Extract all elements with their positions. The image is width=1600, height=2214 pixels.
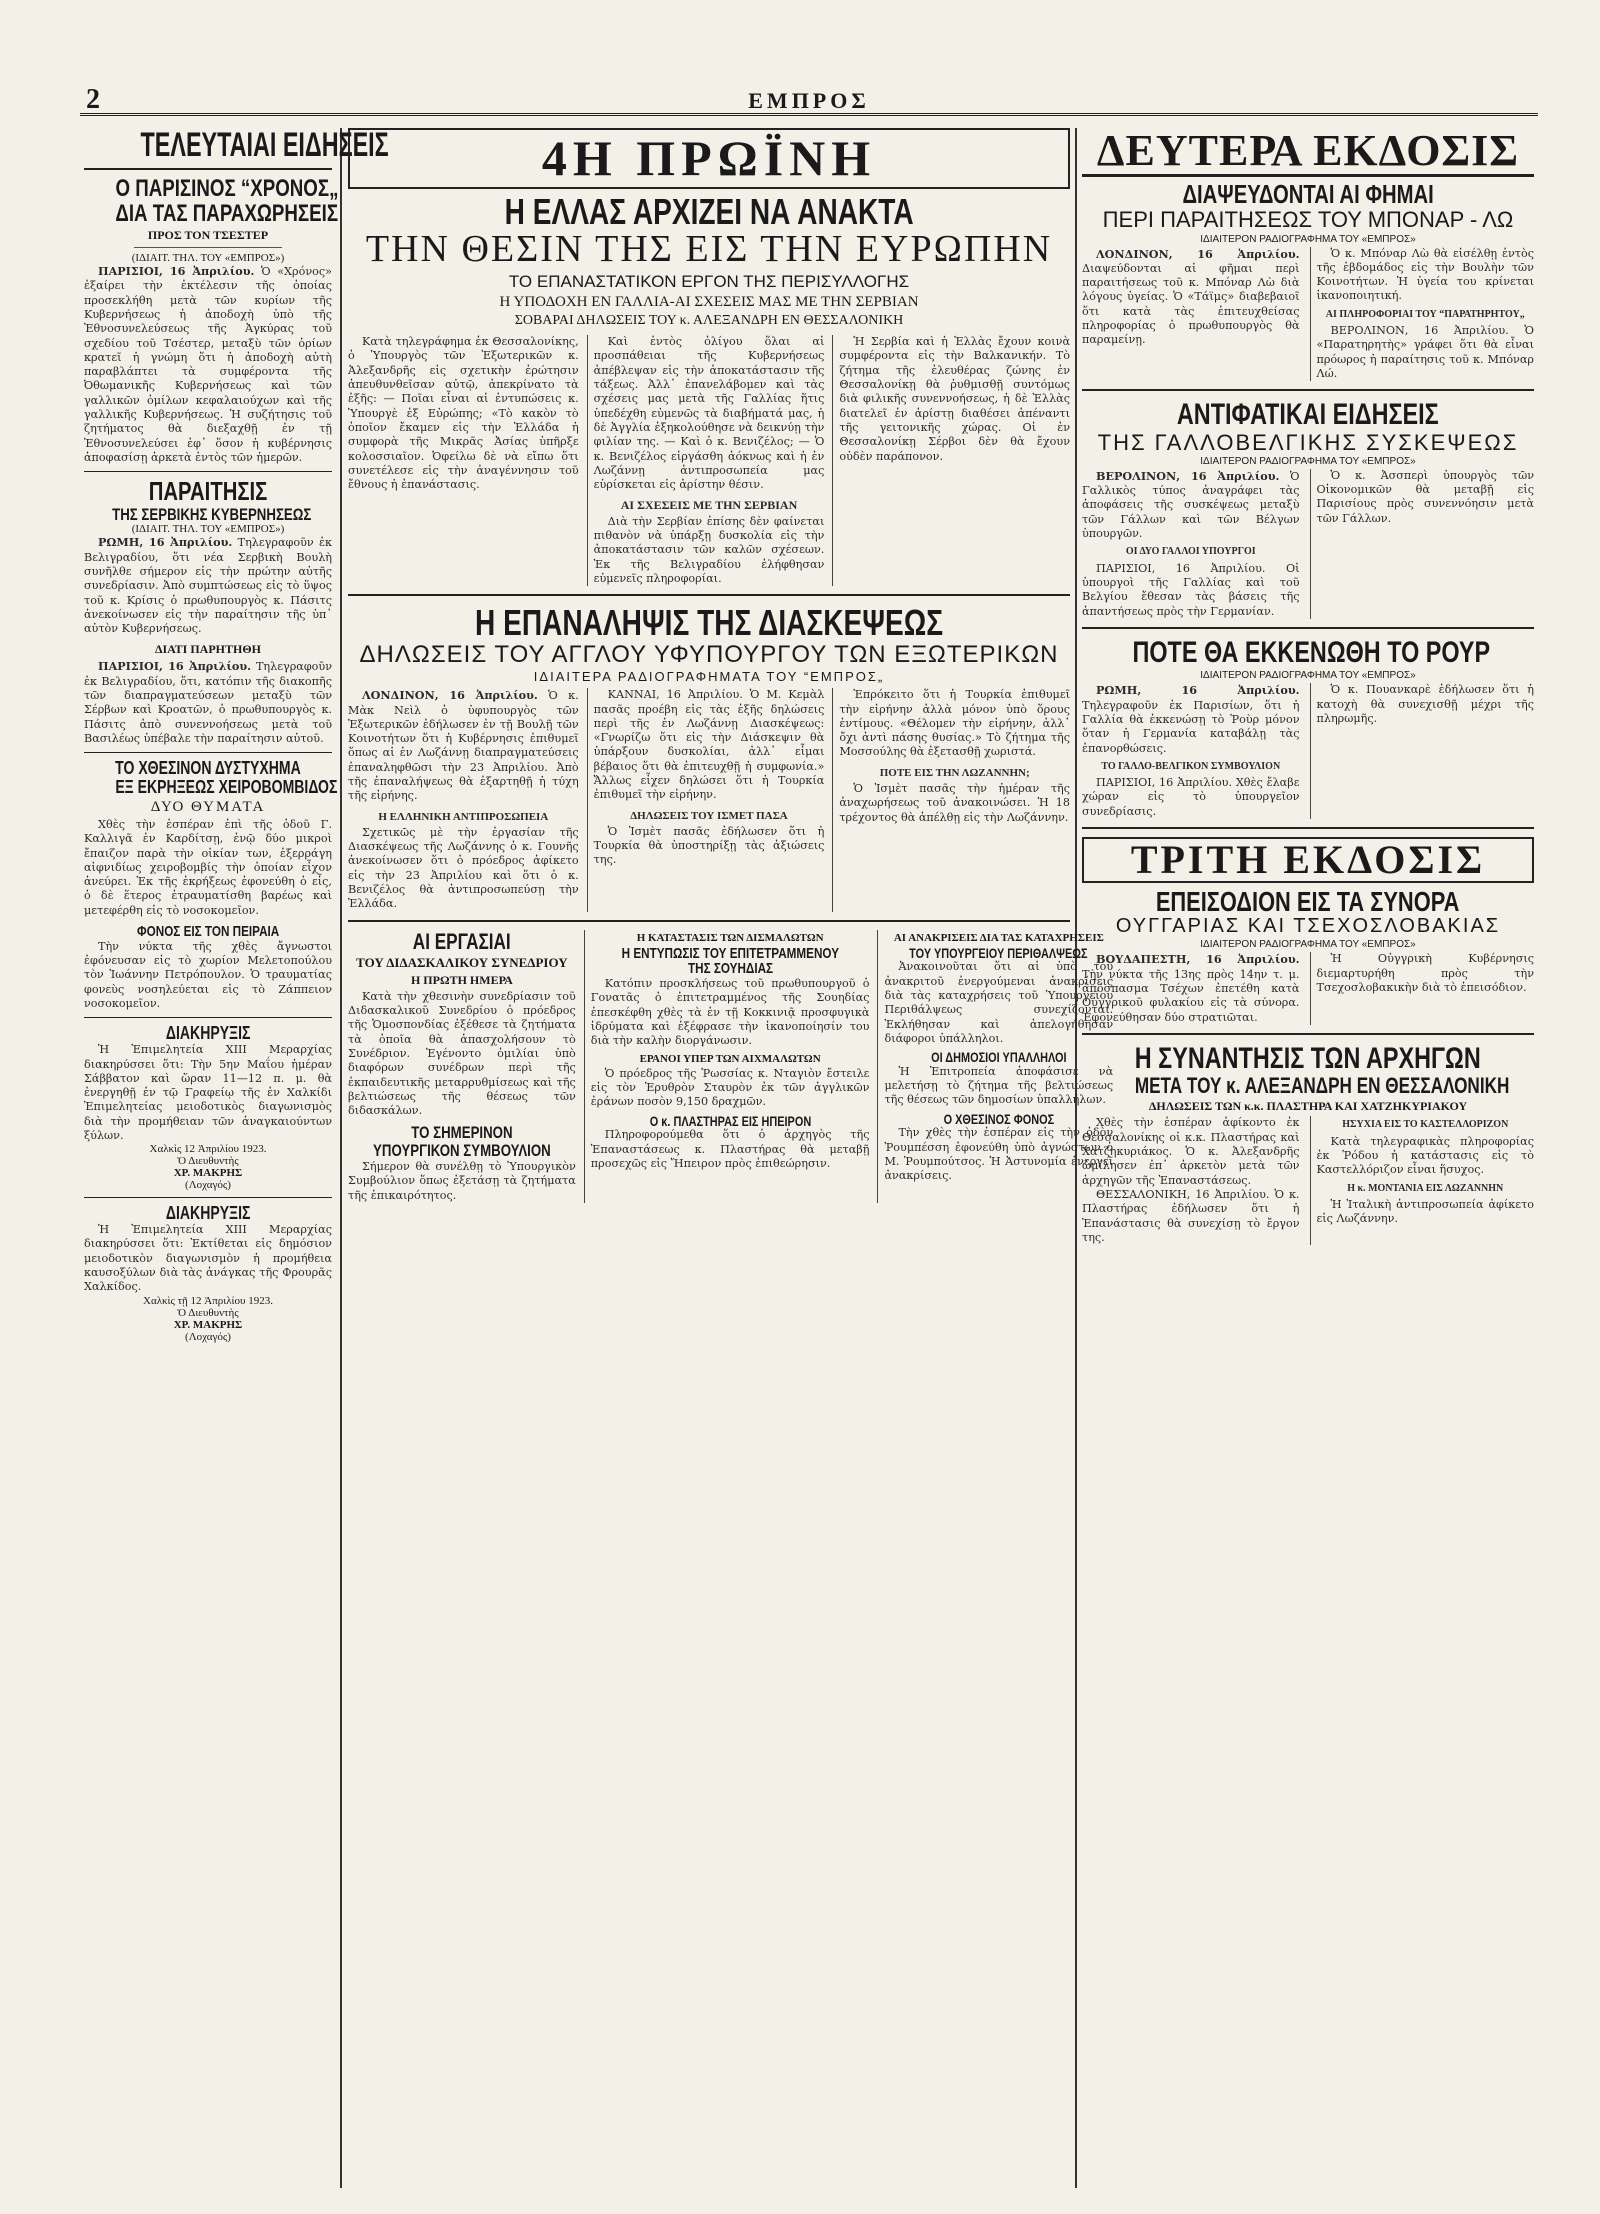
- headline: Ο ΠΑΡΙΣΙΝΟΣ “ΧΡΟΝΟΣ„: [115, 174, 339, 202]
- signature-title: Ὁ Διευθυντὴς: [177, 1306, 239, 1319]
- edition-title: 4Η ΠΡΩΪΝΗ: [348, 128, 1070, 189]
- credit: (ΙΔΙΑΙΤ. ΤΗΛ. ΤΟΥ «ΕΜΠΡΟΣ»): [131, 523, 285, 536]
- headline: Ο κ. ΠΛΑΣΤΗΡΑΣ ΕΙΣ ΗΠΕΙΡΟΝ: [649, 1112, 811, 1129]
- signature-rank: (Λοχαγός): [185, 1179, 231, 1192]
- article-body: Τὴν νύκτα τῆς χθὲς ἄγνωστοι ἐφόνευσαν εἰς τὸ χωρίον Μελετοπούλου τὸν Ἰωάννην Πετρόπουλον. Ὁ τραυματίας φονεὺς νοσηλεύεται εἰς τὸ Ζάππειον νοσοκομεῖον.: [84, 939, 332, 1011]
- signature-name: ΧΡ. ΜΑΚΡΗΣ: [173, 1167, 243, 1180]
- article-body: Ὁ κ. Μπόναρ Λὼ θὰ εἰσέλθῃ ἐντὸς τῆς ἑβδομάδος εἰς τὴν Βουλὴν τῶν Κοινοτήτων. Ἡ ὑγεία του κρίνεται ἱκανοποιητική. ΑΙ ΠΛΗΡΟΦΟΡΙΑΙ ΤΟΥ “ΠΑΡΑΤΗΡΗΤΟΥ„ ΒΕΡΟΛΙΝΟΝ, 16 Ἀπριλίου. Ὁ «Παρατηρητὴς» γράφει ὅτι θὰ εἶναι πρόωρος ἡ παραίτησις τοῦ κ. Μπόναρ Λώ.: [1310, 247, 1535, 382]
- article-body: Κατὰ τὴν χθεσινὴν συνεδρίασιν τοῦ Διδασκαλικοῦ Συνεδρίου ὁ πρόεδρος τῆς Ὁμοσπονδίας ἐξέθεσε τὰ ζητήματα τὰ ὁποῖα θὰ ἀπασχολήσουν τὸ Συνέδριον. Ἐγένοντο ὁμιλίαι ὑπὸ διαφόρων συνέδρων περὶ τῆς ἐκπαιδευτικῆς μεταρρυθμίσεως καὶ τῆς βελτιώσεως τῆς θέσεως τῶν διδασκάλων.: [348, 989, 576, 1118]
- headline: ΠΑΡΑΙΤΗΣΙΣ: [148, 476, 268, 507]
- headline: Η ΕΛΛΑΣ ΑΡΧΙΖΕΙ ΝΑ ΑΝΑΚΤΑ: [504, 190, 914, 232]
- article-prisoners: [584, 930, 870, 1203]
- headline: ΤΟΥ ΥΠΟΥΡΓΕΙΟΥ ΠΕΡΙΘΑΛΨΕΩΣ: [909, 944, 1089, 961]
- credit: (ΙΔΙΑΙΤ. ΤΗΛ. ΤΟΥ «ΕΜΠΡΟΣ»): [131, 252, 285, 265]
- headline: ΤΟ ΣΗΜΕΡΙΝΟΝ: [411, 1123, 513, 1143]
- article-body: Ἐπρόκειτο ὅτι ἡ Τουρκία ἐπιθυμεῖ τὴν εἰρήνην ἀλλὰ μόνον ὑπὸ ὅρους ἐντίμους. «Θέλομεν τὴν εἰρήνην, ἀλλ᾽ ὄχι ἀντὶ πάσης θυσίας.» Τὸ ζήτημα τῆς Μοσσούλης θὰ ἐξετασθῇ χωριστά. ΠΟΤΕ ΕΙΣ ΤΗΝ ΛΩΖΑΝΝΗΝ; Ὁ Ἰσμὲτ πασᾶς τὴν ἡμέραν τῆς ἀναχωρήσεως τοῦ ἀνακοινώσει. Ἡ 18 τρέχοντος θὰ ἀπέλθῃ εἰς τὴν Λωζάννην.: [832, 688, 1070, 911]
- article-body: ΠΑΡΙΣΙΟΙ, 16 Ἀπριλίου. Ὁ «Χρόνος» ἐξαίρει τὴν ἐκτέλεσιν τῆς ὁποίας προσεκλήθη μετὰ τῶν κυρίων τῆς Κυβερνήσεως ἡ ἀποδοχὴ ὑπὸ τῆς Ἐθνοσυνελεύσεως τῆς Ἀγκύρας τοῦ σχεδίου τοῦ Τσέστερ, μεταξὺ τῶν ὁρίων κρατεῖ ἡ γνώμη ὅτι ἡ ἀποδοχὴ αὐτὴ παραβλάπτει τὰ συμφέροντα τῆς Ὀθωμανικῆς Κυβερνήσεως καὶ τῶν γαλλικῶν ὁμίλων κεφαλαιούχων καὶ τῆς γαλλικῆς Κυβερνήσεως. Ἡ συζήτησις τοῦ ζητήματος θὰ διεξαχθῇ ἐν τῇ Ἐθνοσυνελεύσει ἐφ᾽ ὅσον ἡ κυβέρνησις ἀποφασίσῃ ἀρκετὰ ἐντὸς τῶν ἡμερῶν.: [84, 264, 332, 464]
- headline: ΤΗΣ ΓΑΛΛΟΒΕΛΓΙΚΗΣ ΣΥΣΚΕΨΕΩΣ: [1097, 429, 1519, 455]
- subhead: ΤΟΥ ΔΙΔΑΣΚΑΛΙΚΟΥ ΣΥΝΕΔΡΙΟΥ: [356, 954, 568, 970]
- subhead: ΔΙΑΤΙ ΠΑΡΗΤΗΘΗ: [154, 642, 262, 657]
- subhead: Η ΚΑΤΑΣΤΑΣΙΣ ΤΩΝ ΔΙΣΜΑΛΩΤΩΝ: [636, 931, 824, 944]
- article-body: ΛΟΝΔΙΝΟΝ, 16 Ἀπριλίου. Ὁ κ. Μὰκ Νεὶλ ὁ ὑφυπουργὸς τῶν Ἐξωτερικῶν ἐδήλωσεν ἐν τῇ Βουλῇ τῶν Κοινοτήτων ὅτι ἡ Κυβέρνησις ἐπιθυμεῖ ὅπως αἱ ἐν Λωζάννῃ διαπραγματεύσεις ἐπαναληφθῶσι τὴν 23 Ἀπριλίου. Ἀπὸ τῆς ἐπαναλήψεως θὰ ἐξαρτηθῇ ἡ τύχη τῆς εἰρήνης. Η ΕΛΛΗΝΙΚΗ ΑΝΤΙΠΡΟΣΩΠΕΙΑ Σχετικῶς μὲ τὴν ἐργασίαν τῆς Διασκέψεως τῆς Λωζάννης ὁ κ. Γουνῆς ἀνεκοίνωσεν ὅτι ὁ πρόεδρος ἀφίκετο εἰς τὴν 23 Ἀπριλίου καὶ ὅτι ὁ κ. Βενιζέλος θὰ ἀντιπροσωπεύσῃ τὴν Ἑλλάδα.: [348, 688, 579, 911]
- article-inquiries: [877, 930, 1113, 1203]
- article-body: Καὶ ἐντὸς ὀλίγου ὅλαι αἱ προσπάθειαι τῆς Κυβερνήσεως ἀπέβλεψαν εἰς τὴν ἀποκατάστασιν τῆς τάξεως. Ἀλλ᾽ ἐπανελάβομεν καὶ τὰς σχέσεις μας μετὰ τῆς Γαλλίας ἥτις ὑπεδέχθη εὐμενῶς τὰ διαβήματά μας, ἡ δὲ Ἀγγλία ἐξηκολούθησε νὰ δεικνύῃ τὴν φιλίαν της. — Καὶ ὁ κ. Βενιζέλος; — Ὁ κ. Βενιζέλος εἰργάσθη ἀόκνως καὶ ἡ ἐν Λωζάννῃ ἀντιπροσωπεία μας εὑρίσκεται εἰς ἀρίστην θέσιν. ΑΙ ΣΧΕΣΕΙΣ ΜΕ ΤΗΝ ΣΕΡΒΙΑΝ Διὰ τὴν Σερβίαν ἐπίσης δὲν φαίνεται πιθανὸν νὰ ὑπάρξῃ δυσκολία εἰς τὴν ἀποκατάστασιν τῶν καλῶν σχέσεων. Ἐκ τῆς Βελιγραδίου ἐλήφθησαν εὐμενεῖς πληροφορίαι.: [587, 335, 825, 586]
- article-body: Ἡ Ἐπιτροπεία ἀποφάσισε νὰ μελετήσῃ τὸ ζήτημα τῆς βελτιώσεως τῆς θέσεως τῶν δημοσίων ὑπαλλήλων.: [884, 1064, 1114, 1107]
- article-body: Ἀνακοινοῦται ὅτι αἱ ὑπὸ τοῦ ἀνακριτοῦ ἐνεργούμεναι ἀνακρίσεις διὰ τὰς καταχρήσεις τοῦ Ὑπουργείου Περιθάλψεως συνεχίζονται. Ἐκλήθησαν καὶ ἀπελογήθησαν διάφοροι ὑπάλληλοι.: [884, 960, 1114, 1045]
- credit: ΙΔΙΑΙΤΕΡΑ ΡΑΔΙΟΓΡΑΦΗΜΑΤΑ ΤΟΥ “ΕΜΠΡΟΣ„: [533, 669, 885, 685]
- headline: ΥΠΟΥΡΓΙΚΟΝ ΣΥΜΒΟΥΛΙΟΝ: [373, 1141, 551, 1161]
- article-body: ΛΟΝΔΙΝΟΝ, 16 Ἀπριλίου. Διαψεύδονται αἱ φῆμαι περὶ παραιτήσεως τοῦ κ. Μπόναρ Λὼ διὰ λόγους ὑγείας. Ὁ «Τάϊμς» διαβεβαιοῖ ὅτι κατὰ τὰς ἐπιτευχθείσας πληροφορίας ὁ πρωθυπουργὸς θὰ παραμείνῃ.: [1082, 246, 1300, 347]
- headline: ΠΟΤΕ ΘΑ ΕΚΚΕΝΩΘΗ ΤΟ ΡΟΥΡ: [1132, 635, 1491, 669]
- article-body: ΒΟΥΔΑΠΕΣΤΗ, 16 Ἀπριλίου. Τὴν νύκτα τῆς 13ης πρὸς 14ην τ. μ. ἀπόσπασμα Τσέχων ἐπετέθη κατὰ Οὐγγρικοῦ φυλακίου εἰς τὰ σύνορα. Ἐφονεύθησαν δύο στρατιῶται.: [1082, 952, 1300, 1024]
- edition-title: ΔΕΥΤΕΡΑ ΕΚΔΟΣΙΣ: [1082, 128, 1534, 177]
- subhead: ΔΗΛΩΣΕΙΣ ΤΟΥ ΙΣΜΕΤ ΠΑΣΑ: [630, 809, 788, 822]
- paper-name: ΕΜΠΡΟΣ: [748, 88, 870, 113]
- headline: ΑΝΤΙΦΑΤΙΚΑΙ ΕΙΔΗΣΕΙΣ: [1177, 398, 1439, 432]
- signature-rank: (Λοχαγός): [185, 1330, 231, 1343]
- headline: ΔΙΑΚΗΡΥΞΙΣ: [165, 1203, 251, 1224]
- credit: ΙΔΙΑΙΤΕΡΟΝ ΡΑΔΙΟΓΡΑΦΗΜΑ ΤΟΥ «ΕΜΠΡΟΣ»: [1200, 670, 1416, 682]
- headline: ΔΙΑΚΗΡΥΞΙΣ: [165, 1023, 251, 1044]
- section-title: ΤΕΛΕΥΤΑΙΑΙ ΕΙΔΗΣΕΙΣ: [84, 128, 332, 170]
- headline: ΔΙΑΨΕΥΔΟΝΤΑΙ ΑΙ ΦΗΜΑΙ: [1182, 179, 1434, 210]
- masthead: [80, 84, 1538, 116]
- headline: Η ΕΠΑΝΑΛΗΨΙΣ ΤΗΣ ΔΙΑΣΚΕΨΕΩΣ: [474, 602, 944, 644]
- article-body: ΚΑΝΝΑΙ, 16 Ἀπριλίου. Ὁ Μ. Κεμὰλ πασᾶς προέβη εἰς τὰς ἑξῆς δηλώσεις περὶ τῆς ἐν Λωζάννῃ Διασκέψεως: «Γνωρίζω ὅτι εἰς τὴν Διάσκεψιν θὰ ὑπάρξουν δυσκολίαι, ἀλλ᾽ εἶμαι βέβαιος ὅτι θὰ ἐπιτευχθῇ ἡ συμφωνία.» Ἄλλως εἶχεν δηλώσει ὅτι ἡ Τουρκία ἐπιθυμεῖ τὴν εἰρήνην. ΔΗΛΩΣΕΙΣ ΤΟΥ ΙΣΜΕΤ ΠΑΣΑ Ὁ Ἰσμὲτ πασᾶς ἐδήλωσεν ὅτι ἡ Τουρκία θὰ ὑποστηρίξῃ τὰς ἀξιώσεις της.: [587, 688, 825, 911]
- subhead: Η ΕΛΛΗΝΙΚΗ ΑΝΤΙΠΡΟΣΩΠΕΙΑ: [378, 810, 549, 823]
- subhead: ΤΟ ΓΑΛΛΟ-ΒΕΛΓΙΚΟΝ ΣΥΜΒΟΥΛΙΟΝ: [1101, 760, 1281, 772]
- headline: ΤΗΣ ΣΕΡΒΙΚΗΣ ΚΥΒΕΡΝΗΣΕΩΣ: [112, 504, 312, 524]
- subhead: ΗΣΥΧΙΑ ΕΙΣ ΤΟ ΚΑΣΤΕΛΛΟΡΙΖΟΝ: [1342, 1119, 1509, 1131]
- article-body: ΠΑΡΙΣΙΟΙ, 16 Ἀπριλίου. Τηλεγραφοῦν ἐκ Βελιγραδίου, ὅτι, κατόπιν τῆς διακοπῆς τῶν διαπραγματεύσεων μεταξὺ τῶν Σέρβων καὶ Κροατῶν, ὁ πρωθυπουργὸς κ. Πάσιτς ἀπὸ συνεννοήσεως μετὰ τοῦ Βασιλέως ὑπέβαλε τὴν παραίτησιν αὐτοῦ.: [84, 659, 332, 745]
- subhead: Η ΥΠΟΔΟΧΗ ΕΝ ΓΑΛΛΙΑ-ΑΙ ΣΧΕΣΕΙΣ ΜΑΣ ΜΕ ΤΗΝ ΣΕΡΒΙΑΝ: [499, 294, 919, 311]
- article-body: Ὁ κ. Ἀσσπερὶ ὑπουργὸς τῶν Οἰκονομικῶν θὰ μεταβῇ εἰς Παρισίους πρὸς συνεννόησιν μετὰ τῶν Γάλλων.: [1310, 469, 1535, 619]
- article-body: Πληροφορούμεθα ὅτι ὁ ἀρχηγὸς τῆς Ἐπαναστάσεως κ. Πλαστήρας θὰ μεταβῇ προσεχῶς εἰς Ἤπειρον πρὸς ἐπιθεώρησιν.: [590, 1128, 870, 1170]
- headline: ΕΠΕΙΣΟΔΙΟΝ ΕΙΣ ΤΑ ΣΥΝΟΡΑ: [1156, 885, 1460, 917]
- headline: ΤΟ ΧΘΕΣΙΝΟΝ ΔΥΣΤΥΧΗΜΑ: [115, 758, 301, 779]
- article-body: Ἡ Οὐγγρικὴ Κυβέρνησις διεμαρτυρήθη πρὸς τὴν Τσεχοσλοβακικὴν διὰ τὸ ἐπεισόδιον.: [1310, 952, 1535, 1024]
- column-rule: [340, 128, 342, 2188]
- subhead: ΤΟ ΕΠΑΝΑΣΤΑΤΙΚΟΝ ΕΡΓΟΝ ΤΗΣ ΠΕΡΙΣΥΛΛΟΓΗΣ: [508, 272, 910, 292]
- article-body: Ὁ κ. Πουανκαρὲ ἐδήλωσεν ὅτι ἡ κατοχὴ θὰ συνεχισθῇ μέχρι τῆς πληρωμῆς.: [1310, 683, 1535, 819]
- headline: ΑΙ ΕΡΓΑΣΙΑΙ: [412, 928, 511, 954]
- article-body: Ὁ πρόεδρος τῆς Ῥωσσίας κ. Νταγιὸν ἔστειλε εἰς τὸν Ἐρυθρὸν Σταυρὸν ἐκ τῶν ἀγγλικῶν ἐράνων ποσὸν 9,150 δραχμῶν.: [590, 1066, 870, 1109]
- subhead: ΑΙ ΑΝΑΚΡΙΣΕΙΣ ΔΙΑ ΤΑΣ ΚΑΤΑΧΡΗΣΕΙΣ: [893, 931, 1104, 944]
- credit: ΙΔΙΑΙΤΕΡΟΝ ΡΑΔΙΟΓΡΑΦΗΜΑ ΤΟΥ «ΕΜΠΡΟΣ»: [1200, 233, 1416, 245]
- date-line: Χαλκὶς τῇ 12 Ἀπριλίου 1923.: [143, 1294, 273, 1307]
- subhead: ΔΗΛΩΣΕΙΣ ΤΩΝ κ.κ. ΠΛΑΣΤΗΡΑ ΚΑΙ ΧΑΤΖΗΚΥΡΙΑΚΟΥ: [1148, 1099, 1468, 1114]
- article-body: Χθὲς τὴν ἑσπέραν ἀφίκοντο ἐκ Θεσσαλονίκης οἱ κ.κ. Πλαστήρας καὶ Χατζηκυριάκος. Ὁ κ. Ἀλεξανδρῆς ὡμίλησεν ἐπ᾽ ἀρκετὸν μετὰ τῶν ἀρχηγῶν τῆς Ἐπαναστάσεως. ΘΕΣΣΑΛΟΝΙΚΗ, 16 Ἀπριλίου. Ὁ κ. Πλαστήρας ἐδήλωσεν ὅτι ἡ Ἐπανάστασις θὰ συνεχίσῃ τὸ ἔργον της.: [1082, 1116, 1300, 1244]
- column-later-editions: [1082, 128, 1534, 2188]
- credit: ΙΔΙΑΙΤΕΡΟΝ ΡΑΔΙΟΓΡΑΦΗΜΑ ΤΟΥ «ΕΜΠΡΟΣ»: [1200, 939, 1416, 951]
- subhead: Η ΠΡΩΤΗ ΗΜΕΡΑ: [410, 972, 513, 987]
- headline: Η ΣΥΝΑΝΤΗΣΙΣ ΤΩΝ ΑΡΧΗΓΩΝ: [1135, 1041, 1481, 1075]
- headline: ΜΕΤΑ ΤΟΥ κ. ΑΛΕΞΑΝΔΡΗ ΕΝ ΘΕΣΣΑΛΟΝΙΚΗ: [1134, 1073, 1510, 1099]
- article-body: Σήμερον θὰ συνέλθῃ τὸ Ὑπουργικὸν Συμβούλιον ὅπως ἐξετάσῃ τὰ ζητήματα τῆς ἐπικαιρότητος.: [348, 1160, 576, 1202]
- page-number: 2: [86, 84, 100, 115]
- headline: ΤΗΝ ΘΕΣΙΝ ΤΗΣ ΕΙΣ ΤΗΝ ΕΥΡΩΠΗΝ: [365, 228, 1053, 271]
- subhead: ΑΙ ΠΛΗΡΟΦΟΡΙΑΙ ΤΟΥ “ΠΑΡΑΤΗΡΗΤΟΥ„: [1325, 308, 1525, 320]
- headline: ΕΞ ΕΚΡΗΞΕΩΣ ΧΕΙΡΟΒΟΜΒΙΔΟΣ: [115, 777, 338, 798]
- article-body: Κατόπιν προσκλήσεως τοῦ πρωθυπουργοῦ ὁ Γονατᾶς ὁ ἐπιτετραμμένος τῆς Σουηδίας ἐπεσκέφθη χθὲς τὰ ἐν τῇ Κοκκινιᾷ προσφυγικὰ ἱδρύματα καὶ ἐξέφρασε τὴν ἱκανοποίησίν του διὰ τὴν καλὴν διοργάνωσιν.: [590, 977, 870, 1048]
- article-body: Χθὲς τὴν ἑσπέραν ἐπὶ τῆς ὁδοῦ Γ. Καλλιγᾶ ἐν Καρδίτσῃ, ἐνῷ δύο μικροὶ ἔπαιζον παρὰ τὴν οἰκίαν των, ἐξερράγη αἰφνιδίως χειροβομβίς τὴν ὁποίαν εἶχον ἀνεύρει. Ἐκ τῆς ἐκρήξεως ἐφονεύθη ὁ εἷς, ὁ δὲ ἕτερος ἐτραυματίσθη βαρέως καὶ μετεφέρθη εἰς τὸ νοσοκομεῖον.: [84, 818, 332, 917]
- credit: ΙΔΙΑΙΤΕΡΟΝ ΡΑΔΙΟΓΡΑΦΗΜΑ ΤΟΥ «ΕΜΠΡΟΣ»: [1200, 455, 1416, 467]
- article-body: ΡΩΜΗ, 16 Ἀπριλίου. Τηλεγραφοῦν ἐκ Βελιγραδίου, ὅτι νέα Σερβικὴ Βουλὴ συνῆλθε σήμερον εἰς τὴν πρώτην αὐτῆς συνεδρίασιν. Ἀπὸ συμπτώσεως εἰς τὸ ὕψος τοῦ κ. Κρίσις ὁ πρωθυπουργὸς κ. Πάσιτς ἀνεκοίνωσεν εἰς τὴν παραίτησιν τῆς ὑπ᾽ αὐτὸν Κυβερνήσεως.: [84, 535, 333, 636]
- subhead: ΠΟΤΕ ΕΙΣ ΤΗΝ ΛΩΖΑΝΝΗΝ;: [879, 766, 1030, 779]
- article-body: ΗΣΥΧΙΑ ΕΙΣ ΤΟ ΚΑΣΤΕΛΛΟΡΙΖΟΝ Κατὰ τηλεγραφικὰς πληροφορίας ἐκ Ῥόδου ἡ κατάστασις εἰς τὸ Καστελλόριζον εἶναι ἥσυχος. Η κ. ΜΟΝΤΑΝΙΑ ΕΙΣ ΛΩΖΑΝΝΗΝ Ἡ Ἰταλικὴ ἀντιπροσωπεία ἀφίκετο εἰς Λωζάννην.: [1310, 1116, 1535, 1245]
- edition-title: ΤΡΙΤΗ ΕΚΔΟΣΙΣ: [1082, 837, 1534, 883]
- subhead: Η κ. ΜΟΝΤΑΝΙΑ ΕΙΣ ΛΩΖΑΝΝΗΝ: [1347, 1182, 1504, 1194]
- date-line: Χαλκὶς 12 Ἀπριλίου 1923.: [149, 1143, 267, 1156]
- headline: Ο ΧΘΕΣΙΝΟΣ ΦΟΝΟΣ: [943, 1110, 1055, 1127]
- subhead: ΠΡΟΣ ΤΟΝ ΤΣΕΣΤΕΡ: [147, 228, 269, 243]
- headline: ΔΙΑ ΤΑΣ ΠΑΡΑΧΩΡΗΣΕΙΣ: [115, 199, 339, 227]
- article-body: Κατὰ τηλεγράφημα ἐκ Θεσσαλονίκης, ὁ Ὑπουργὸς τῶν Ἐξωτερικῶν κ. Ἀλεξανδρῆς εἰς σχετικὴν ἐρώτησιν ἀπευθυνθεῖσαν αὐτῷ, ἀπεκρίνατο τὰ ἑξῆς: — Ποῖαι εἶναι αἱ ἐντυπώσεις κ. Ὑπουργὲ ἐξ Εὐρώπης; «Τὸ κακὸν τὸ ὁποῖον ἔκαμεν εἰς τὴν Ἑλλάδα ἡ συμφορὰ τῆς Μικρᾶς Ἀσίας ὑπῆρξε κολοσσιαῖον. Ὀφείλω δὲ νὰ εἴπω ὅτι συνετέλεσε εἰς τὴν ἀναγέννησιν τοῦ ἔθνους ἡ ἐπανάστασις.: [348, 335, 579, 492]
- column-morning-edition: [348, 128, 1114, 2188]
- article-body: ΒΕΡΟΛΙΝΟΝ, 16 Ἀπριλίου. Ὁ Γαλλικὸς τύπος ἀναγράφει τὰς ἀποφάσεις τῆς συσκέψεως μεταξὺ τῶν Γάλλων καὶ τῶν Βέλγων ὑπουργῶν. ΟΙ ΔΥΟ ΓΑΛΛΟΙ ΥΠΟΥΡΓΟΙ ΠΑΡΙΣΙΟΙ, 16 Ἀπριλίου. Οἱ ὑπουργοὶ τῆς Γαλλίας καὶ τοῦ Βελγίου ἔθεσαν τὰς βάσεις τῆς ἀπαντήσεως πρὸς τὴν Γερμανίαν.: [1082, 468, 1300, 618]
- article-body: Ἡ Ἐπιμελητεία XIII Μεραρχίας διακηρύσσει ὅτι: Ἐκτίθεται εἰς δημόσιον μειοδοτικὸν διαγωνισμὸν ἡ προμήθεια καυσοξύλων διὰ τὰς ἀνάγκας τῆς Φρουρᾶς Χαλκίδος.: [84, 1223, 332, 1294]
- subhead: ΕΡΑΝΟΙ ΥΠΕΡ ΤΩΝ ΑΙΧΜΑΛΩΤΩΝ: [639, 1052, 821, 1065]
- headline: ΔΗΛΩΣΕΙΣ ΤΟΥ ΑΓΓΛΟΥ ΥΦΥΠΟΥΡΓΟΥ ΤΩΝ ΕΞΩΤΕΡΙΚΩΝ: [359, 641, 1059, 669]
- article-body: Ἡ Ἐπιμελητεία XIII Μεραρχίας διακηρύσσει ὅτι: Τὴν 5ην Μαΐου ἡμέραν Σάββατον καὶ ὥραν 11—12 π. μ. θὰ ἐνεργηθῇ ἐν τῷ Γραφείῳ τῆς ἐν Χαλκίδι Ἐπιμελητείας μειοδοτικὸς διαγωνισμὸς διὰ τὴν προμήθειαν τῶν ἀναγκαιούντων ξύλων.: [84, 1043, 332, 1142]
- article-body: Τὴν χθὲς τὴν ἑσπέραν εἰς τὴν ὁδὸν Ῥουμπέσση ἐφονεύθη ὑπὸ ἀγνώστων ὁ Μ. Ῥουμπούτσος. Ἡ Ἀστυνομία ἐνεργεῖ ἀνακρίσεις.: [884, 1126, 1114, 1183]
- signature-name: ΧΡ. ΜΑΚΡΗΣ: [173, 1318, 243, 1331]
- headline: ΦΟΝΟΣ ΕΙΣ ΤΟΝ ΠΕΙΡΑΙΑ: [136, 923, 280, 941]
- article-teachers-congress: [348, 930, 576, 1203]
- signature-title: Ὁ Διευθυντὴς: [177, 1155, 239, 1168]
- headline: Η ΕΝΤΥΠΩΣΙΣ ΤΟΥ ΕΠΙΤΕΤΡΑΜΜΕΝΟΥ: [621, 944, 839, 962]
- subhead: ΟΙ ΔΥΟ ΓΑΛΛΟΙ ΥΠΟΥΡΓΟΙ: [1125, 546, 1256, 558]
- subhead: ΑΙ ΣΧΕΣΕΙΣ ΜΕ ΤΗΝ ΣΕΡΒΙΑΝ: [620, 498, 798, 513]
- headline: ΠΕΡΙ ΠΑΡΑΙΤΗΣΕΩΣ ΤΟΥ ΜΠΟΝΑΡ - ΛΩ: [1102, 207, 1514, 233]
- column-latest-news: [84, 126, 389, 2188]
- subhead: ΔΥΟ ΘΥΜΑΤΑ: [150, 799, 266, 815]
- headline: ΟΙ ΔΗΜΟΣΙΟΙ ΥΠΑΛΛΗΛΟΙ: [931, 1049, 1067, 1066]
- subhead: ΣΟΒΑΡΑΙ ΔΗΛΩΣΕΙΣ ΤΟΥ κ. ΑΛΕΞΑΝΔΡΗ ΕΝ ΘΕΣΣΑΛΟΝΙΚΗ: [514, 313, 904, 329]
- article-body: ΡΩΜΗ, 16 Ἀπριλίου. Τηλεγραφοῦν ἐκ Παρισίων, ὅτι ἡ Γαλλία θὰ ἐκκενώσῃ τὸ Ῥοὺρ μόνον ὅταν ἡ Γερμανία καταβάλῃ τὰς ἐπανορθώσεις. ΤΟ ΓΑΛΛΟ-ΒΕΛΓΙΚΟΝ ΣΥΜΒΟΥΛΙΟΝ ΠΑΡΙΣΙΟΙ, 16 Ἀπριλίου. Χθὲς ἔλαβε χώραν εἰς τὸ ὑπουργεῖον συνεδρίασις.: [1082, 683, 1300, 818]
- headline: ΟΥΓΓΑΡΙΑΣ ΚΑΙ ΤΣΕΧΟΣΛΟΒΑΚΙΑΣ: [1115, 915, 1501, 938]
- article-body: Ἡ Σερβία καὶ ἡ Ἑλλὰς ἔχουν κοινὰ συμφέροντα εἰς τὴν Βαλκανικήν. Τὸ ζήτημα τῆς ἐλευθέρας ζώνης ἐν Θεσσαλονίκῃ θὰ ῥυθμισθῇ συντόμως διὰ φιλικῆς συνεννοήσεως, ἡ δὲ Ἑλλὰς διατελεῖ ἐν ἀρίστῃ διαθέσει ἀπέναντι τῆς γειτονικῆς χώρας. Οἱ ἐν Θεσσαλονίκῃ Σέρβοι δὲν θὰ ἔχουν οὐδὲν παράπονον.: [832, 335, 1070, 586]
- headline: ΤΗΣ ΣΟΥΗΔΙΑΣ: [687, 960, 773, 978]
